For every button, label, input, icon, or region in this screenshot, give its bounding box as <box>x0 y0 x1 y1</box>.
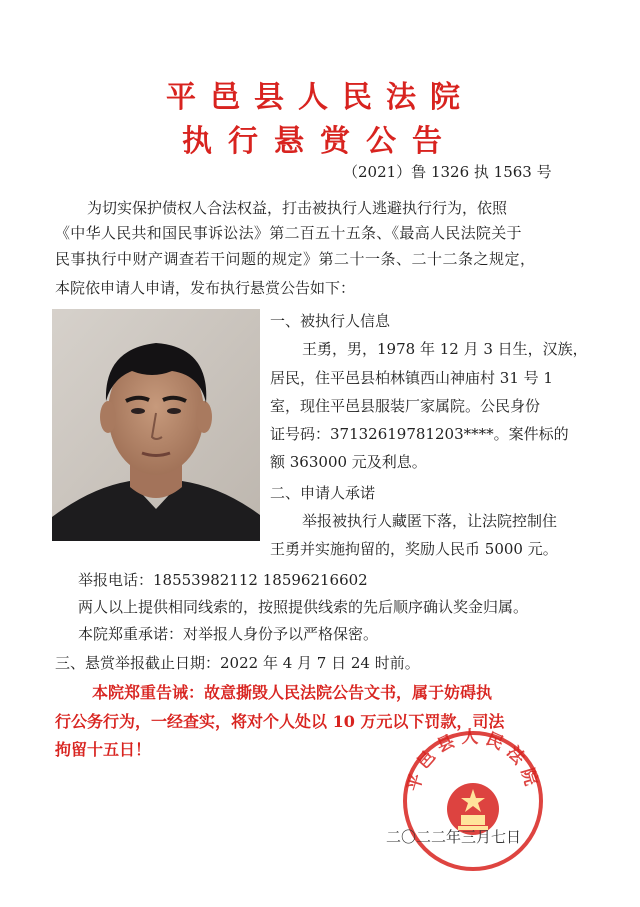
court-name-title: 平邑县人民法院 <box>166 80 474 115</box>
person-portrait-image <box>52 309 260 541</box>
warning-line-2: 行公务行为，一经查实，将对个人处以 10 万元以下罚款，司法 <box>55 712 505 731</box>
intro-line-3: 民事执行中财产调查若干问题的规定》第二十一条、二十二条之规定， <box>55 250 536 268</box>
court-official-seal <box>398 727 548 875</box>
section2-heading: 二、申请人承诺 <box>270 484 376 502</box>
reward-line-1: 举报被执行人藏匿下落，让法院控制住 <box>302 512 558 530</box>
person-photo <box>52 309 260 541</box>
issue-date: 二〇二二年三月七日 <box>386 828 522 846</box>
svg-text:平邑县人民法院: 平邑县人民法院 <box>403 727 543 794</box>
person-info-line-5: 额 363000 元及利息。 <box>270 453 427 471</box>
person-info-line-2: 居民，住平邑县柏林镇西山神庙村 31 号 1 <box>270 369 553 387</box>
section1-heading: 一、被执行人信息 <box>270 312 391 330</box>
person-info-line-4: 证号码：37132619781203****。案件标的 <box>270 425 569 443</box>
intro-line-4: 本院依申请人申请，发布执行悬赏公告如下： <box>55 279 356 297</box>
intro-line-1: 为切实保护债权人合法权益，打击被执行人逃避执行行为，依照 <box>87 199 508 217</box>
report-deadline: 三、悬赏举报截止日期：2022 年 4 月 7 日 24 时前。 <box>55 654 420 672</box>
confidentiality-promise: 本院郑重承诺：对举报人身份予以严格保密。 <box>78 625 379 643</box>
person-info-line-1: 王勇，男，1978 年 12 月 3 日生，汉族， <box>302 340 588 358</box>
person-info-line-3: 室，现住平邑县服装厂家属院。公民身份 <box>270 397 541 415</box>
report-phone: 举报电话：18553982112 18596216602 <box>78 571 368 589</box>
warning-line-1: 本院郑重告诫：故意撕毁人民法院公告文书，属于妨碍执 <box>92 683 493 702</box>
warning-line-3: 拘留十五日！ <box>55 740 152 759</box>
reward-line-2: 王勇并实施拘留的，奖励人民币 5000 元。 <box>270 540 558 558</box>
reward-rule: 两人以上提供相同线索的，按照提供线索的先后顺序确认奖金归属。 <box>78 598 529 616</box>
intro-line-2: 《中华人民共和国民事诉讼法》第二百五十五条、《最高人民法院关于 <box>55 224 522 242</box>
case-number: （2021）鲁 1326 执 1563 号 <box>343 163 552 181</box>
notice-title: 执行悬赏公告 <box>182 124 458 159</box>
